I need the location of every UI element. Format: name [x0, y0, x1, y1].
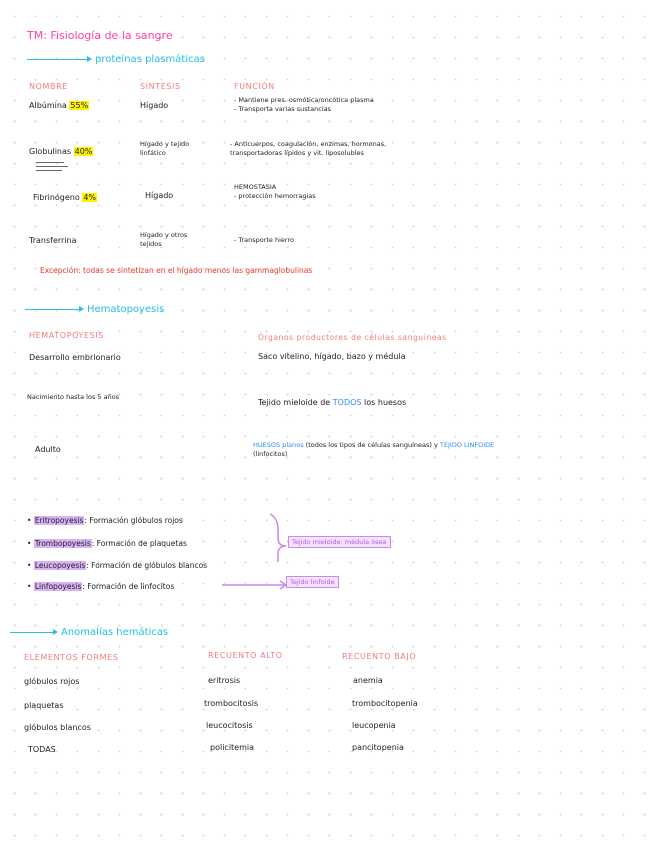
stage-label: Nacimiento hasta los 5 años: [27, 393, 120, 401]
header-element: ELEMENTOS FORMES: [24, 653, 119, 662]
section-hematopoiesis: [25, 304, 164, 315]
section-proteins: [27, 54, 205, 65]
organs-value: Tejido mieloide de TODOS los huesos: [258, 398, 407, 407]
stage-label: Adulto: [35, 445, 61, 454]
bullet-item: • Linfopoyesis: Formación de linfocitos: [27, 582, 175, 591]
brace-connector: [200, 512, 290, 592]
protein-name: Transferrina: [29, 236, 77, 245]
protein-function: - Transporte hierro: [234, 236, 294, 244]
anomaly-element: glóbulos blancos: [24, 723, 91, 732]
protein-synthesis: Hígado: [140, 101, 169, 110]
anomaly-high: trombocitosis: [204, 699, 259, 708]
arrow-icon: [25, 309, 81, 311]
protein-name: Globulinas 40%: [29, 147, 93, 156]
box-marrow: Tejido mieloide: médula ósea: [288, 536, 391, 548]
bullet-item: • Trombopoyesis: Formación de plaquetas: [27, 539, 187, 548]
anomaly-high: policitemia: [210, 743, 255, 752]
scribble-mark: [36, 162, 64, 163]
section-proteins-label: proteínas plasmáticas: [95, 54, 205, 65]
exception-note: Excepción: todas se sintetizan en el hígado menos las gammaglobulinas: [40, 266, 313, 275]
anomaly-element: glóbulos rojos: [24, 677, 80, 686]
scribble-mark: [36, 166, 68, 167]
section-anomalies-label: Anomalías hemáticas: [61, 627, 169, 638]
section-hematopoiesis-label: Hematopoyesis: [87, 304, 165, 315]
arrow-icon: [10, 632, 55, 634]
anomaly-low: anemia: [353, 676, 383, 685]
protein-function: - Mantiene pres. osmótica/oncótica plasma - Transporta varias sustancias: [234, 96, 374, 113]
organs-value: Saco vitelino, hígado, bazo y médula: [258, 352, 406, 361]
anomaly-low: trombocitopenia: [352, 699, 418, 708]
protein-pct: 55%: [70, 101, 89, 110]
anomaly-low: leucopenia: [352, 721, 396, 730]
header-low: RECUENTO BAJO: [342, 652, 417, 661]
protein-synthesis: Hígado y otros tejidos: [140, 231, 188, 248]
header-synthesis: SÍNTESIS: [140, 82, 181, 91]
arrow-icon: [27, 59, 89, 61]
page-title: TM: Fisiología de la sangre: [27, 29, 173, 42]
section-anomalies: [10, 627, 168, 638]
protein-function: - Anticuerpos, coagulación, enzimas, hormonas, transportadoras lípidos y vit. liposolubles: [230, 140, 387, 157]
anomaly-high: eritrosis: [208, 676, 241, 685]
protein-pct: 4%: [83, 193, 97, 202]
protein-name: Fibrinógeno 4%: [33, 193, 97, 202]
anomaly-element: plaquetas: [24, 701, 64, 710]
protein-name: Albúmina 55%: [29, 101, 89, 110]
anomaly-high: leucocitosis: [206, 721, 253, 730]
header-high: RECUENTO ALTO: [208, 651, 283, 660]
protein-synthesis: Hígado y tejido linfático: [140, 140, 190, 157]
anomaly-element: TODAS: [28, 745, 56, 754]
header-organs: Órganos productores de células sanguíneas: [258, 333, 447, 342]
header-stage: HEMATOPOYESIS: [29, 331, 104, 340]
box-lymph: Tejido linfoide: [286, 576, 339, 588]
scribble-mark: [36, 170, 62, 171]
protein-pct: 40%: [74, 147, 93, 156]
header-function: FUNCIÓN: [234, 82, 275, 91]
bullet-item: • Leucopoyesis: Formación de glóbulos blancos: [27, 561, 208, 570]
anomaly-low: pancitopenia: [352, 743, 404, 752]
organs-value: HUESOS planos (todos los tipos de células sanguíneas) y TEJIDO LINFOIDE (linfocitos): [253, 441, 495, 458]
protein-synthesis: Hígado: [145, 191, 174, 200]
protein-function: HEMOSTASIA - protección hemorragias: [234, 183, 316, 200]
bullet-item: • Eritropoyesis: Formación glóbulos rojos: [27, 516, 183, 525]
stage-label: Desarrollo embrionario: [29, 353, 121, 362]
header-name: NOMBRE: [29, 82, 68, 91]
